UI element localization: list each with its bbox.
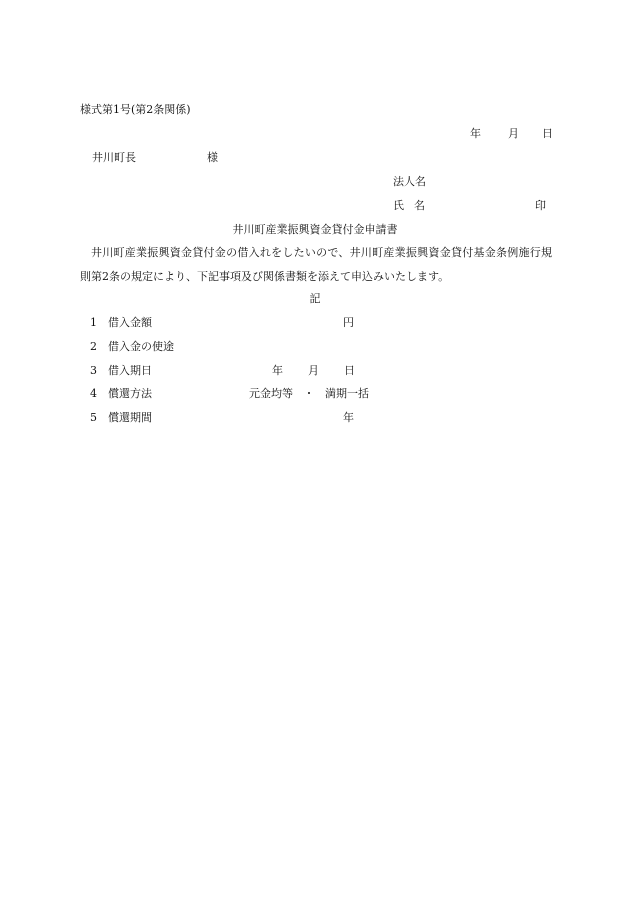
seal-label: 印 [535,199,546,212]
item-borrow-date [90,365,152,376]
option-equal-principal: 元金均等 [249,387,293,400]
item-number: 5 [90,411,97,424]
borrow-year-label: 年 [272,364,283,377]
addressee-name: 井川町長 [92,151,136,164]
repayment-period-unit: 年 [343,411,354,424]
name-label-part-1: 氏 [393,199,404,212]
application-body-text: 井川町産業振興資金貸付金の借入れをしたいので、井川町産業振興資金貸付基金条例施行規則第2条の規定により、下記事項及び関係書類を添えて申込みいたします。 [80,246,552,283]
item-number: 1 [90,316,97,329]
item-label: 償還期間 [108,411,152,424]
option-lump-sum: 満期一括 [325,387,369,400]
item-label: 借入金の使途 [108,340,174,353]
item-label: 償還方法 [108,387,152,400]
ki-heading: 記 [309,292,321,305]
borrow-month-label: 月 [308,364,319,377]
addressee-honorific: 様 [207,151,218,164]
item-label: 借入期日 [108,364,152,377]
date-month-label: 月 [508,127,519,140]
form-number: 様式第1号(第2条関係) [80,103,191,116]
date-year-label: 年 [470,127,481,140]
item-label: 借入金額 [108,316,152,329]
option-separator: ・ [303,387,315,400]
repayment-method-options [249,388,369,399]
borrow-day-label: 日 [344,364,355,377]
item-loan-purpose [90,341,174,352]
document-title: 井川町産業振興資金貸付金申請書 [232,223,398,236]
corporation-name-label: 法人名 [393,175,426,188]
name-label-part-2: 名 [414,199,425,212]
date-day-label: 日 [542,127,553,140]
item-number: 3 [90,364,97,377]
item-loan-amount [90,317,152,328]
applicant-name-label [393,200,425,211]
item-number: 4 [90,387,97,400]
item-repayment-period [90,412,152,423]
item-repayment-method [90,388,152,399]
loan-amount-unit: 円 [343,316,354,329]
item-number: 2 [90,340,97,353]
